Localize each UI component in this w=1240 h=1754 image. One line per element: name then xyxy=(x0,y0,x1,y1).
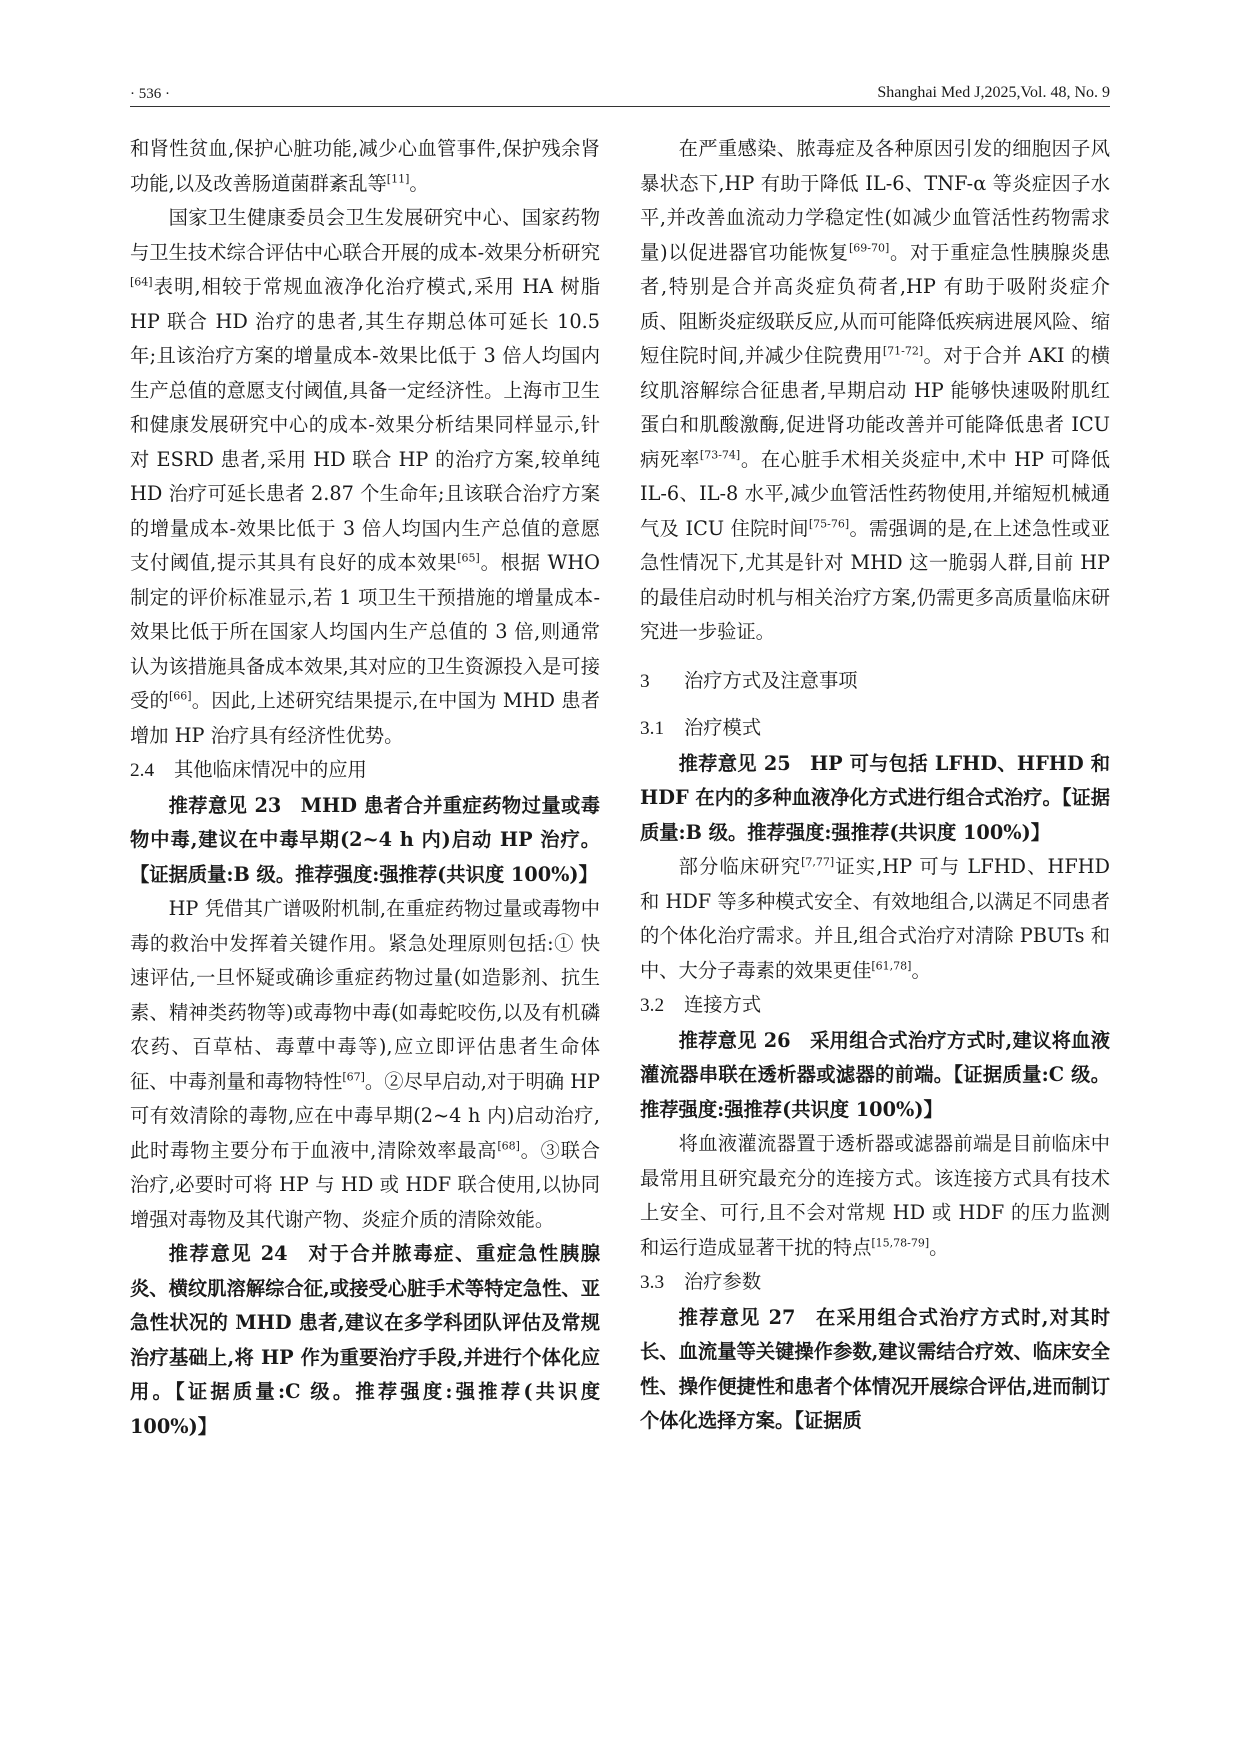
left-column xyxy=(130,132,600,1672)
paragraph-treatment-modes: 部分临床研究[7,77]证实,HP 可与 LFHD、HFHD 和 HDF 等多种模式安全、有效地组合,以满足不同患者的个体化治疗需求。并且,组合式治疗对清除 PBUTs 和中、大分子毒素的效果更佳[61,78]。 xyxy=(640,855,1110,982)
citation: [75-76] xyxy=(808,517,850,531)
section-heading-3-1: 3.1 治疗模式 xyxy=(640,716,762,739)
recommendation-26: 推荐意见 26 采用组合式治疗方式时,建议将血液灌流器串联在透析器或滤器的前端。【证据质量:C 级。推荐强度:强推荐(共识度 100%)】 xyxy=(640,1028,1110,1121)
journal-citation: Shanghai Med J,2025,Vol. 48, No. 9 xyxy=(877,84,1110,101)
citation: [66] xyxy=(168,689,192,703)
citation: [73-74] xyxy=(699,448,741,462)
citation: [64] xyxy=(130,275,153,289)
paragraph-connection: 将血液灌流器置于透析器或滤器前端是目前临床中最常用且研究最充分的连接方式。该连接方式具有技术上安全、可行,且不会对常规 HD 或 HDF 的压力监测和运行造成显著干扰的特点[15,78-79]。 xyxy=(640,1132,1110,1259)
citation: [11] xyxy=(386,172,410,186)
citation: [7,77] xyxy=(801,855,835,869)
section-heading-3: 3 治疗方式及注意事项 xyxy=(640,668,858,692)
citation: [69-70] xyxy=(848,241,890,255)
citation: [61,78] xyxy=(871,959,912,973)
recommendation-25: 推荐意见 25 HP 可与包括 LFHD、HFHD 和 HDF 在内的多种血液净化方式进行组合式治疗。【证据质量:B 级。推荐强度:强推荐(共识度 100%)】 xyxy=(640,751,1110,844)
paragraph-cost-effectiveness: 国家卫生健康委员会卫生发展研究中心、国家药物与卫生技术综合评估中心联合开展的成本-效果分析研究[64]表明,相较于常规血液净化治疗模式,采用 HA 树脂 HP 联合 HD 治疗的患者,其生存期总体可延长 10.5 年;且该治疗方案的增量成本-效果比低于 3 倍人均国内生产总值的意愿支付阈值,具备一定经济性。上海市卫生和健康发展研究中心的成本-效果分析结果同样显示,针对 ESRD 患者,采用 HD 联合 HP 的治疗方案,较单纯 HD 治疗可延长患者 2.87 个生命年;且该联合治疗方案的增量成本-效果比低于 3 倍人均国内生产总值的意愿支付阈值,提示其具有良好的成本效果[65]。根据 WHO 制定的评价标准显示,若 1 项卫生干预措施的增量成本-效果比低于所在国家人均国内生产总值的 3 倍,则通常认为该措施具备成本效果,其对应的卫生资源投入是可接受的[66]。因此,上述研究结果提示,在中国为 MHD 患者增加 HP 治疗具有经济性优势。 xyxy=(130,206,600,747)
section-heading-3-2: 3.2 连接方式 xyxy=(640,993,762,1016)
paragraph-continued: 和肾性贫血,保护心脏功能,减少心血管事件,保护残余肾功能,以及改善肠道菌群紊乱等[11]。 xyxy=(130,137,600,195)
recommendation-label: 推荐意见 25 xyxy=(678,751,791,775)
right-column xyxy=(640,132,1110,1672)
paragraph-acute-conditions: 在严重感染、脓毒症及各种原因引发的细胞因子风暴状态下,HP 有助于降低 IL-6、TNF-α 等炎症因子水平,并改善血流动力学稳定性(如减少血管活性药物需求量)以促进器官功能恢复[69-70]。对于重症急性胰腺炎患者,特别是合并高炎症负荷者,HP 有助于吸附炎症介质、阻断炎症级联反应,从而可能降低疾病进展风险、缩短住院时间,并减少住院费用[71-72]。对于合并 AKI 的横纹肌溶解综合征患者,早期启动 HP 能够快速吸附肌红蛋白和肌酸激酶,促进肾功能改善并可能降低患者 ICU 病死率[73-74]。在心脏手术相关炎症中,术中 HP 可降低 IL-6、IL-8 水平,减少血管活性药物使用,并缩短机械通气及 ICU 住院时间[75-76]。需强调的是,在上述急性或亚急性情况下,尤其是针对 MHD 这一脆弱人群,目前 HP 的最佳启动时机与相关治疗方案,仍需更多高质量临床研究进一步验证。 xyxy=(640,137,1110,643)
citation: [15,78-79] xyxy=(871,1236,930,1250)
citation: [71-72] xyxy=(882,344,924,358)
recommendation-23: 推荐意见 23 MHD 患者合并重症药物过量或毒物中毒,建议在中毒早期(2~4 h 内)启动 HP 治疗。【证据质量:B 级。推荐强度:强推荐(共识度 100%)】 xyxy=(130,793,600,886)
section-heading-2-4: 2.4 其他临床情况中的应用 xyxy=(130,758,367,781)
paragraph-poisoning: HP 凭借其广谱吸附机制,在重症药物过量或毒物中毒的救治中发挥着关键作用。紧急处理原则包括:① 快速评估,一旦怀疑或确诊重症药物过量(如造影剂、抗生素、精神类药物等)或毒物中毒(如毒蛇咬伤,以及有机磷农药、百草枯、毒蕈中毒等),应立即评估患者生命体征、中毒剂量和毒物特性[67]。②尽早启动,对于明确 HP 可有效清除的毒物,应在中毒早期(2~4 h 内)启动治疗,此时毒物主要分布于血液中,清除效率最高[68]。③联合治疗,必要时可将 HP 与 HD 或 HDF 联合使用,以协同增强对毒物及其代谢产物、炎症介质的清除效能。 xyxy=(130,897,600,1231)
page-number: · 536 · xyxy=(130,86,170,102)
citation: [68] xyxy=(497,1139,520,1153)
section-heading-3-3: 3.3 治疗参数 xyxy=(640,1270,762,1293)
recommendation-label: 推荐意见 26 xyxy=(678,1028,791,1052)
running-header xyxy=(130,80,1110,107)
citation: [67] xyxy=(342,1070,365,1084)
recommendation-27: 推荐意见 27 在采用组合式治疗方式时,对其时长、血流量等关键操作参数,建议需结合疗效、临床安全性、操作便捷性和患者个体情况开展综合评估,进而制订个体化选择方案。【证据质 xyxy=(640,1305,1110,1432)
recommendation-label: 推荐意见 27 xyxy=(678,1305,796,1329)
citation: [65] xyxy=(457,551,480,565)
recommendation-label: 推荐意见 24 xyxy=(168,1242,288,1265)
recommendation-label: 推荐意见 23 xyxy=(168,793,282,817)
recommendation-24: 推荐意见 24 对于合并脓毒症、重症急性胰腺炎、横纹肌溶解综合征,或接受心脏手术等特定急性、亚急性状况的 MHD 患者,建议在多学科团队评估及常规治疗基础上,将 HP 作为重要治疗手段,并进行个体化应用。【证据质量:C 级。推荐强度:强推荐(共识度 100%)】 xyxy=(130,1242,600,1438)
